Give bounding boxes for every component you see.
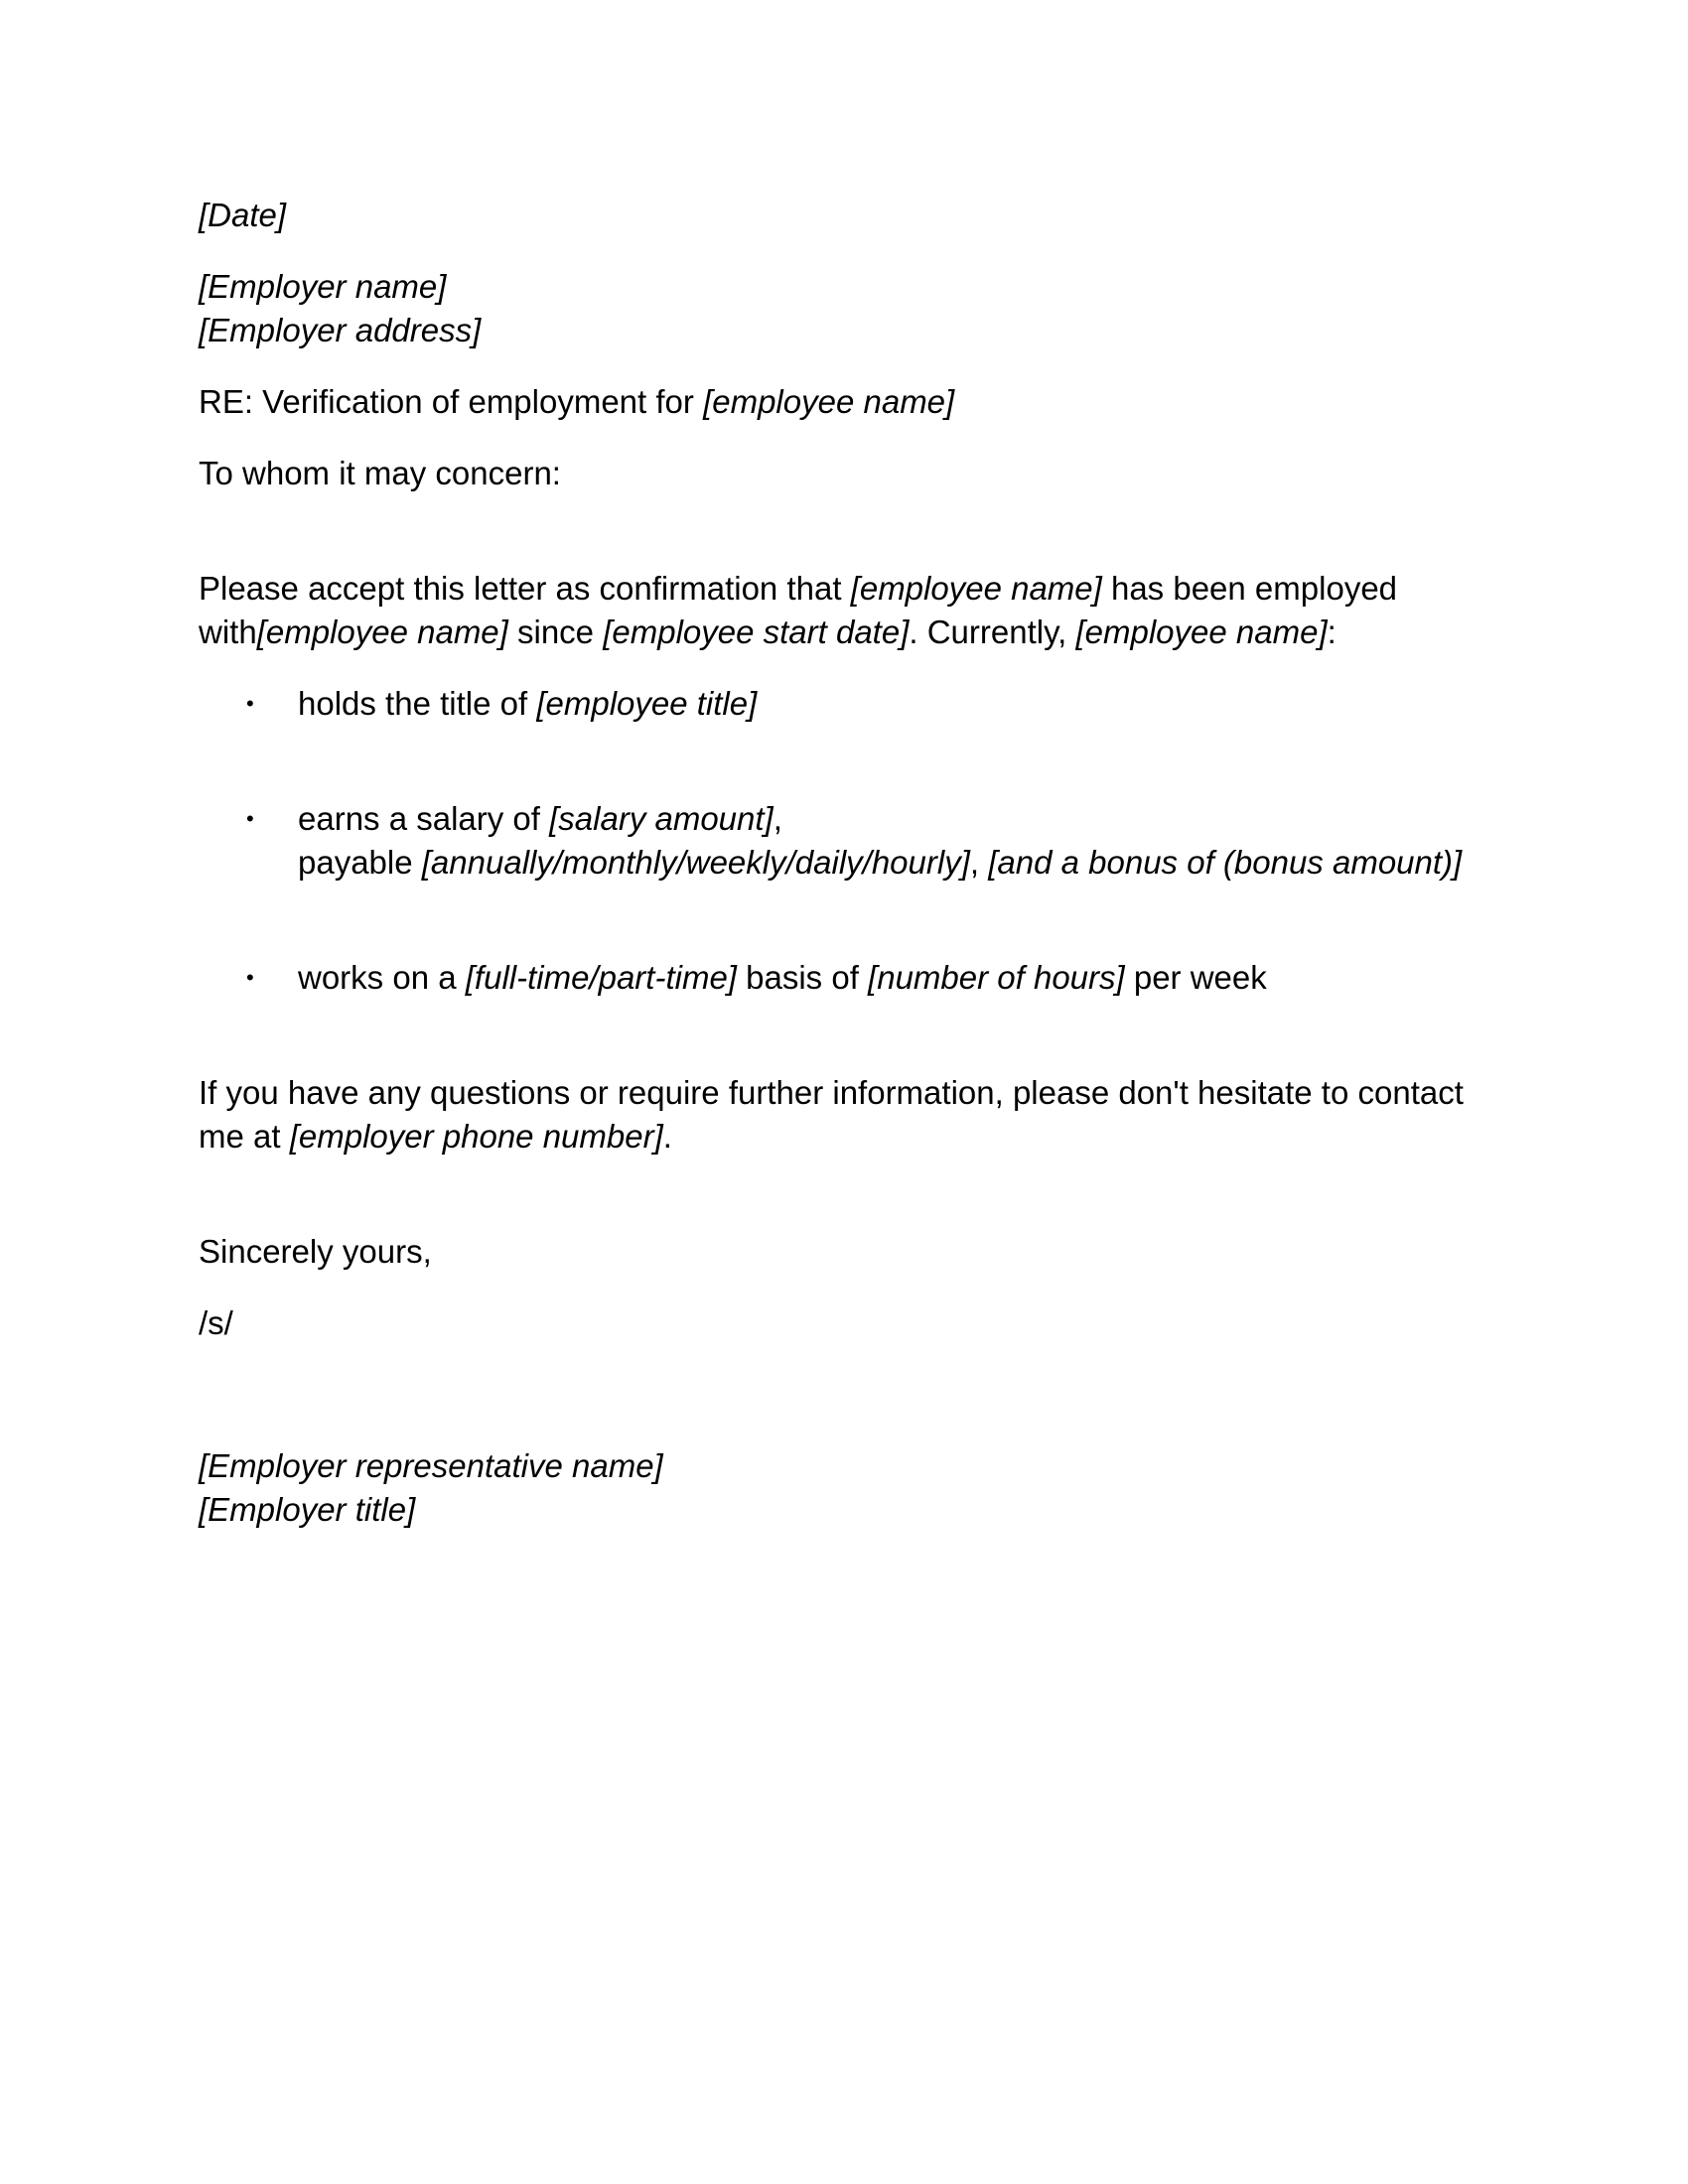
subject-line xyxy=(199,380,1509,424)
hours-number-placeholder: [number of hours] xyxy=(868,959,1125,996)
title-text: holds the title of xyxy=(298,685,537,722)
confirmation-text: since xyxy=(507,614,604,650)
list-item-hours xyxy=(199,956,1509,1000)
subject-employee-name: [employee name] xyxy=(703,383,955,420)
employment-basis-placeholder: [full-time/part-time] xyxy=(465,959,737,996)
hours-text: basis of xyxy=(736,959,869,996)
contact-text: me at xyxy=(199,1118,290,1155)
contact-paragraph xyxy=(199,1071,1509,1159)
confirmation-text: . Currently, xyxy=(909,614,1076,650)
list-item-title xyxy=(199,682,1509,726)
salary-text: , xyxy=(969,844,989,881)
salary-text: , xyxy=(773,800,782,837)
confirmation-line-1 xyxy=(199,567,1509,611)
title-line xyxy=(298,682,1509,726)
subject-prefix: RE: Verification of employment for xyxy=(199,383,704,420)
bullet-icon: • xyxy=(246,965,254,990)
salary-text: earns a salary of xyxy=(298,800,550,837)
salary-line-1 xyxy=(298,797,1509,841)
contact-line-1: If you have any questions or require further information, please don't hesitate to contact xyxy=(199,1074,1464,1111)
salutation: To whom it may concern: xyxy=(199,455,561,491)
employee-name-placeholder: [employee name] xyxy=(850,570,1102,607)
contact-line-2 xyxy=(199,1115,1509,1159)
confirmation-text: : xyxy=(1327,614,1336,650)
confirmation-paragraph xyxy=(199,567,1509,654)
employee-name-placeholder: [employee name] xyxy=(1075,614,1328,650)
representative-name: [Employer representative name] xyxy=(199,1447,663,1484)
employer-address: [Employer address] xyxy=(199,312,482,348)
employment-details-list xyxy=(199,682,1509,1000)
phone-placeholder: [employer phone number] xyxy=(289,1118,663,1155)
hours-line xyxy=(298,956,1509,1000)
signatory-block xyxy=(199,1444,1509,1532)
list-item-salary xyxy=(199,797,1509,885)
employer-block xyxy=(199,265,1509,352)
salary-line-2 xyxy=(298,841,1509,885)
hours-text: per week xyxy=(1124,959,1267,996)
letter-date: [Date] xyxy=(199,197,287,233)
signature: /s/ xyxy=(199,1304,233,1341)
employer-name: [Employer name] xyxy=(199,268,447,305)
letter-body xyxy=(199,194,1509,1532)
employee-title-placeholder: [employee title] xyxy=(536,685,758,722)
representative-title: [Employer title] xyxy=(199,1491,416,1528)
hours-text: works on a xyxy=(298,959,466,996)
closing: Sincerely yours, xyxy=(199,1233,432,1270)
pay-frequency-placeholder: [annually/monthly/weekly/daily/hourly] xyxy=(421,844,970,881)
confirmation-text: has been employed xyxy=(1101,570,1398,607)
start-date-placeholder: [employee start date] xyxy=(603,614,910,650)
salary-amount-placeholder: [salary amount] xyxy=(549,800,774,837)
confirmation-text: with xyxy=(199,614,257,650)
bullet-icon: • xyxy=(246,806,254,831)
contact-text: . xyxy=(662,1118,672,1155)
salary-text: payable xyxy=(298,844,422,881)
bullet-icon: • xyxy=(246,691,254,716)
confirmation-text: Please accept this letter as confirmation that xyxy=(199,570,851,607)
confirmation-line-2 xyxy=(199,611,1509,654)
employee-name-placeholder: [employee name] xyxy=(256,614,508,650)
bonus-placeholder: [and a bonus of (bonus amount)] xyxy=(988,844,1463,881)
